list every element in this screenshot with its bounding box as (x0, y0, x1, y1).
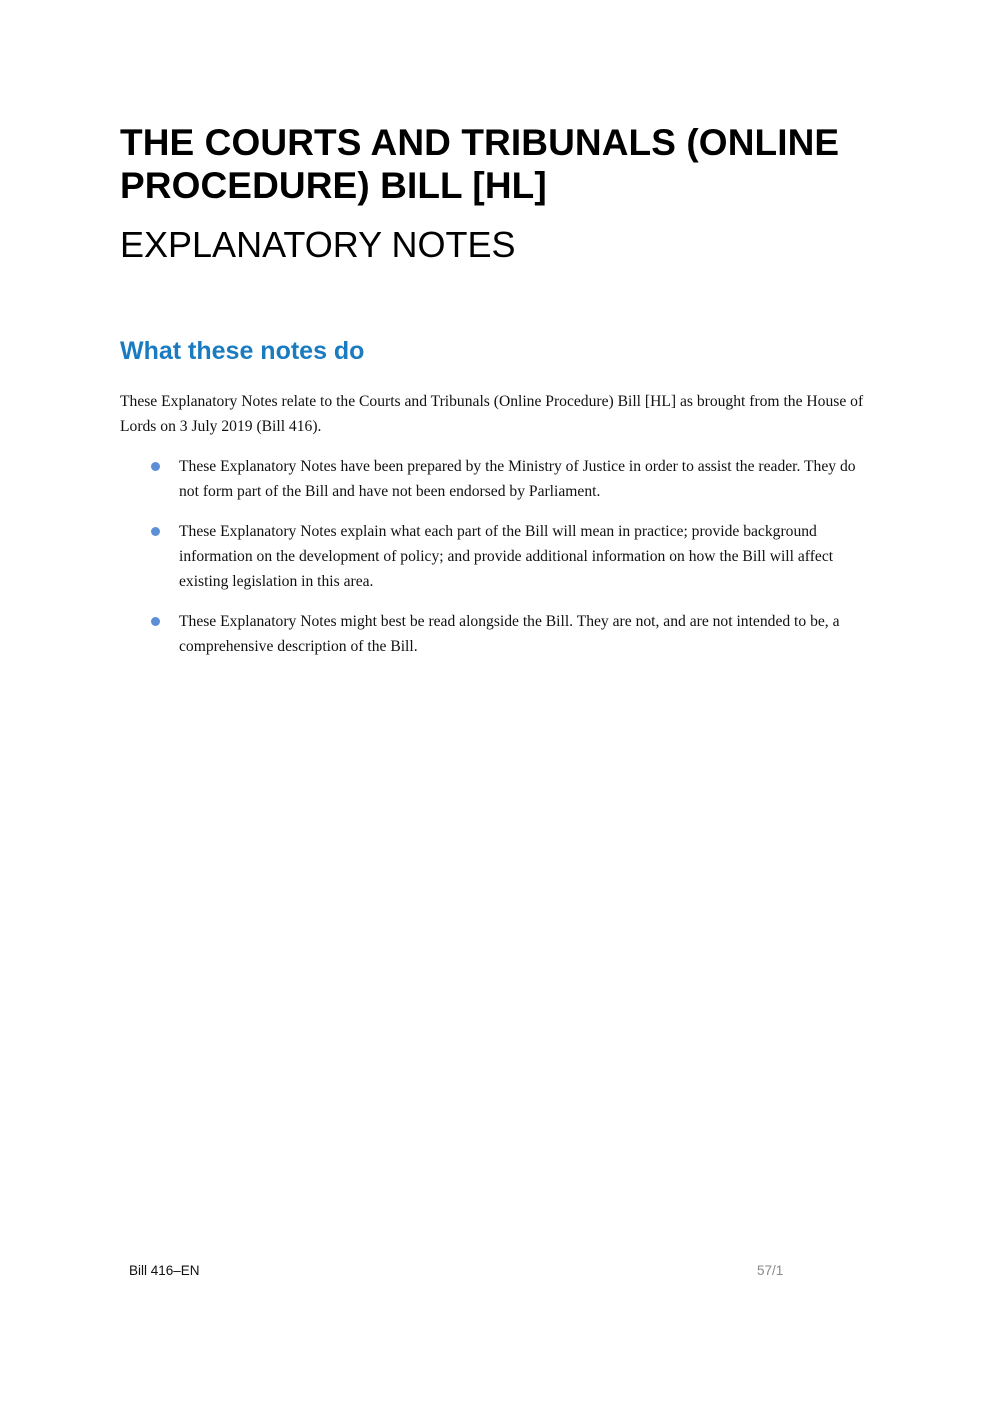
bullet-dot-icon (151, 527, 160, 536)
document-subtitle: EXPLANATORY NOTES (120, 224, 516, 265)
bullet-item (120, 519, 865, 594)
bullet-text: These Explanatory Notes explain what each part of the Bill will mean in practice; provide background information on the development of policy; and provide additional information on how the Bill will affect existing legislation in this area. (179, 523, 834, 590)
footer-page-reference: 57/1 (757, 1263, 784, 1278)
document-title: THE COURTS AND TRIBUNALS (ONLINE PROCEDURE) BILL [HL] (120, 122, 840, 206)
bullet-text: These Explanatory Notes have been prepared by the Ministry of Justice in order to assist the reader. They do not form part of the Bill and have not been endorsed by Parliament. (179, 458, 856, 500)
intro-paragraph: These Explanatory Notes relate to the Courts and Tribunals (Online Procedure) Bill [HL] as brought from the House of Lords on 3 July 2019 (Bill 416). (120, 393, 864, 435)
footer-bill-reference: Bill 416–EN (129, 1263, 200, 1278)
bullet-dot-icon (151, 617, 160, 626)
section-heading: What these notes do (120, 337, 365, 365)
bullet-item (120, 454, 865, 504)
bullet-text: These Explanatory Notes might best be read alongside the Bill. They are not, and are not intended to be, a comprehensive description of the Bill. (179, 613, 840, 655)
bullet-list (120, 454, 865, 674)
bullet-dot-icon (151, 462, 160, 471)
bullet-item (120, 609, 865, 659)
